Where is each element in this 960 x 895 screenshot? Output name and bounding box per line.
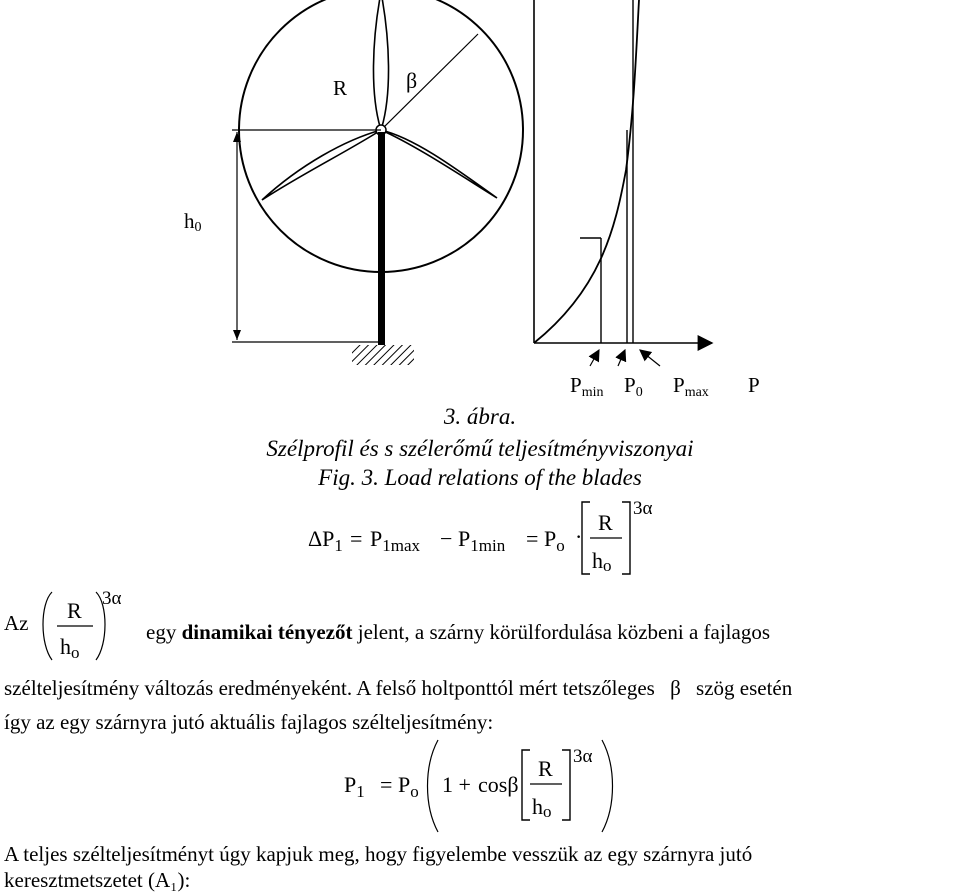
- svg-text:=: =: [350, 526, 363, 551]
- blade-left: [262, 130, 381, 200]
- label-pmin: Pmin: [570, 373, 604, 400]
- label-R: R: [333, 76, 348, 100]
- para1-line1: egy dinamikai tényezőt jelent, a szárny körülfordulása közbeni a fajlagos: [146, 620, 771, 644]
- para1-line2: szélteljesítmény változás eredményeként. A felső holtponttól mért tetszőleges β szög esetén: [4, 676, 793, 700]
- svg-text:3α: 3α: [102, 588, 122, 609]
- caption-title-en: Fig. 3. Load relations of the blades: [318, 465, 642, 490]
- svg-text:R: R: [538, 756, 553, 781]
- label-h0: h0: [184, 209, 202, 235]
- tower: [378, 132, 385, 345]
- caption-title-hu: Szélprofil és s szélerőmű teljesítményviszonyai: [266, 436, 694, 461]
- svg-text:P1min: $P_{1min}$: [458, 526, 506, 555]
- svg-text:cosβ: cosβ: [478, 772, 519, 797]
- para2-line2: keresztmetszetet (A₁):: [4, 868, 191, 892]
- svg-text:ho: ho: [60, 634, 80, 662]
- svg-text:ho: ho: [592, 548, 612, 575]
- svg-text:Po: $P_o$: [398, 772, 419, 801]
- label-pmax: Pmax: [673, 373, 709, 400]
- svg-text:·: ·: [575, 524, 583, 549]
- blade-right: [381, 130, 497, 198]
- svg-text:−: −: [440, 526, 453, 551]
- radius-line: [381, 34, 478, 130]
- svg-text:P1max: $P_{1max}$: [370, 526, 421, 555]
- equation-2: [340, 736, 640, 836]
- label-p0: P0: [624, 373, 643, 400]
- svg-text:R: R: [598, 510, 613, 535]
- svg-text:3α: 3α: [573, 746, 593, 767]
- svg-text:R: R: [67, 598, 82, 623]
- svg-text:ho: ho: [532, 794, 552, 821]
- label-beta: β: [406, 68, 418, 93]
- wind-profile-curve: [534, 0, 639, 343]
- svg-text:P1: $P_1$: [344, 772, 365, 801]
- ground-hatch: [352, 345, 414, 365]
- wind-turbine-figure: [0, 0, 960, 400]
- svg-text:=: =: [380, 772, 393, 797]
- svg-text:ΔP1: $\Delta P_1$: [308, 526, 343, 555]
- svg-text:Az: Az: [4, 611, 29, 635]
- bold-term: dinamikai tényezőt: [181, 620, 353, 644]
- para1-line3: így az egy szárnyra jutó aktuális fajlagos szélteljesítmény:: [4, 710, 494, 734]
- label-p: P: [748, 373, 760, 397]
- caption-number: 3. ábra.: [443, 404, 517, 429]
- svg-text:=: =: [526, 526, 539, 551]
- para2-line1: A teljes szélteljesítményt úgy kapjuk meg, hogy figyelembe vesszük az egy szárnyra jutó: [4, 842, 753, 866]
- blade-up: [373, 0, 388, 130]
- svg-text:3α: 3α: [633, 498, 653, 519]
- svg-text:Po: $P_o$: [544, 526, 565, 555]
- factor-expression: [0, 584, 140, 664]
- equation-1: [300, 492, 700, 582]
- svg-text:1 +: 1 +: [442, 772, 471, 797]
